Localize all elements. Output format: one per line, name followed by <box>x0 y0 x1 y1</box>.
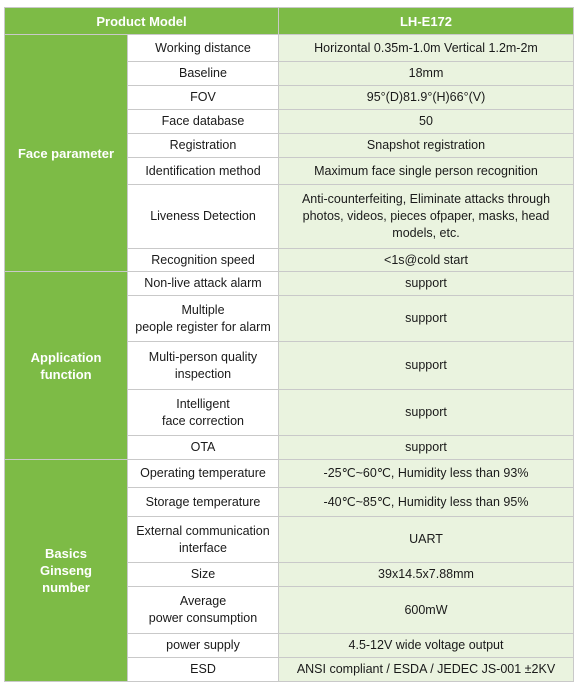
spec-table <box>4 7 574 682</box>
row-value: 18mm <box>279 62 574 86</box>
group-basics-ginseng-number: Basics Ginseng number <box>5 460 128 682</box>
row-label: ESD <box>128 658 279 682</box>
row-value: 600mW <box>279 587 574 634</box>
group-application-function: Application function <box>5 272 128 460</box>
row-label: Registration <box>128 134 279 158</box>
header-model-value: LH-E172 <box>279 8 574 35</box>
row-label: External communication interface <box>128 517 279 563</box>
row-label: OTA <box>128 436 279 460</box>
group-face-parameter: Face parameter <box>5 35 128 272</box>
row-label: Baseline <box>128 62 279 86</box>
row-value: 39x14.5x7.88mm <box>279 563 574 587</box>
row-label: Storage temperature <box>128 488 279 517</box>
row-value: support <box>279 342 574 390</box>
row-label: Size <box>128 563 279 587</box>
row-label: Average power consumption <box>128 587 279 634</box>
row-value: UART <box>279 517 574 563</box>
row-label: Working distance <box>128 35 279 62</box>
row-label: Liveness Detection <box>128 185 279 249</box>
row-label: Multi-person quality inspection <box>128 342 279 390</box>
row-value: support <box>279 436 574 460</box>
header-product-model: Product Model <box>5 8 279 35</box>
row-label: power supply <box>128 634 279 658</box>
row-value: ANSI compliant / ESDA / JEDEC JS-001 ±2KV <box>279 658 574 682</box>
row-label: Identification method <box>128 158 279 185</box>
row-value: support <box>279 272 574 296</box>
row-label: Recognition speed <box>128 249 279 272</box>
row-label: Operating temperature <box>128 460 279 488</box>
row-value: Horizontal 0.35m-1.0m Vertical 1.2m-2m <box>279 35 574 62</box>
row-label: Multiple people register for alarm <box>128 296 279 342</box>
table-row <box>5 272 574 296</box>
row-value: 50 <box>279 110 574 134</box>
row-value: <1s@cold start <box>279 249 574 272</box>
row-value: Snapshot registration <box>279 134 574 158</box>
row-value: -40℃~85℃, Humidity less than 95% <box>279 488 574 517</box>
row-value: Maximum face single person recognition <box>279 158 574 185</box>
row-value: 95°(D)81.9°(H)66°(V) <box>279 86 574 110</box>
row-value: 4.5-12V wide voltage output <box>279 634 574 658</box>
table-row <box>5 35 574 62</box>
row-value: support <box>279 296 574 342</box>
table-row <box>5 460 574 488</box>
row-label: Intelligent face correction <box>128 390 279 436</box>
header-row <box>5 8 574 35</box>
row-label: Face database <box>128 110 279 134</box>
row-value: support <box>279 390 574 436</box>
row-label: Non-live attack alarm <box>128 272 279 296</box>
row-value: Anti-counterfeiting, Eliminate attacks through photos, videos, pieces ofpaper, masks, head models, etc. <box>279 185 574 249</box>
row-label: FOV <box>128 86 279 110</box>
row-value: -25℃~60℃, Humidity less than 93% <box>279 460 574 488</box>
